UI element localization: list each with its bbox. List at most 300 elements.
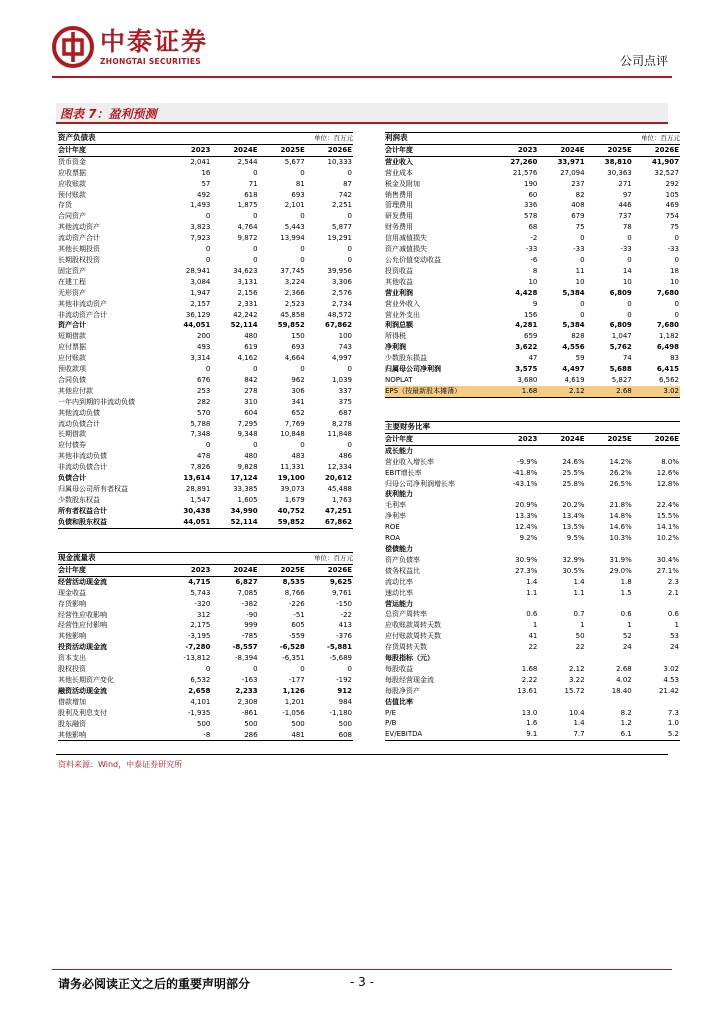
value-cell: 156 [524, 310, 538, 319]
table-row [58, 299, 353, 310]
value-cell: 9,348 [237, 430, 258, 439]
table-row [385, 653, 680, 664]
value-cell: -1,056 [282, 708, 305, 717]
row-label: 货币资金 [58, 157, 86, 166]
value-cell: 4,619 [564, 375, 585, 384]
value-cell: 500 [291, 719, 305, 728]
value-cell: 8.0% [661, 457, 679, 466]
table-row [58, 277, 353, 288]
row-label: P/E [385, 708, 397, 717]
value-cell: 5,788 [190, 419, 211, 428]
value-cell: 67,862 [306, 517, 353, 528]
value-cell: 842 [244, 375, 258, 384]
value-cell: 13.61 [517, 686, 538, 695]
row-label: 速动比率 [385, 588, 413, 597]
row-label: 销售费用 [385, 190, 413, 199]
value-cell: 13,614 [183, 474, 211, 483]
value-cell: 2,544 [237, 157, 258, 166]
value-cell: 36,129 [185, 310, 211, 319]
value-cell: -192 [336, 675, 352, 684]
section-title: 资产负债表 [58, 133, 259, 145]
table-row [58, 233, 353, 244]
value-cell: 271 [618, 179, 632, 188]
value-cell: 10 [528, 277, 538, 286]
balance-sheet-table [58, 132, 353, 529]
value-cell: 5,688 [609, 365, 632, 374]
value-cell: 5,877 [331, 223, 352, 232]
year-cell: 2023 [164, 144, 211, 156]
value-cell: -6,351 [282, 654, 305, 663]
value-cell: 24 [670, 643, 679, 652]
value-cell: 74 [622, 354, 632, 363]
value-cell: 237 [571, 179, 585, 188]
year-cell: 2025E [586, 144, 633, 156]
year-header-row [58, 144, 353, 156]
value-cell: 2,308 [237, 697, 258, 706]
value-cell: 75 [670, 223, 679, 232]
value-cell: 25.5% [562, 468, 585, 477]
value-cell: 0 [674, 234, 679, 243]
value-cell: 9 [532, 299, 538, 308]
value-cell: 0 [347, 365, 352, 374]
value-cell: 13.3% [515, 512, 538, 521]
section-header [58, 553, 353, 565]
value-cell: 97 [622, 190, 632, 199]
value-cell: 12,334 [327, 463, 352, 472]
row-label: 短期借款 [58, 332, 86, 341]
row-label: 股权投资 [58, 665, 86, 674]
value-cell: 4,101 [190, 697, 211, 706]
logo-icon [52, 26, 94, 68]
row-label: 毛利率 [385, 501, 406, 510]
value-cell: 37,745 [280, 266, 305, 275]
value-cell: 2,734 [331, 299, 352, 308]
value-cell: 3,131 [237, 277, 258, 286]
value-cell: 500 [338, 719, 352, 728]
row-label: 净利率 [385, 512, 406, 521]
value-cell: -6,528 [279, 643, 305, 652]
value-cell: 3.02 [663, 664, 679, 673]
value-cell: 1.5 [620, 588, 632, 597]
value-cell: 45,858 [280, 310, 305, 319]
value-cell: 3,224 [284, 277, 305, 286]
section-header [385, 133, 680, 145]
value-cell: 999 [244, 621, 258, 630]
value-cell: 3,306 [331, 277, 352, 286]
value-cell: 29.0% [609, 566, 632, 575]
row-label: P/B [385, 719, 397, 728]
row-label: 其他非流动资产 [58, 299, 107, 308]
value-cell: 6,562 [658, 375, 679, 384]
row-label: 估值比率 [385, 697, 413, 706]
value-cell: 10 [670, 277, 679, 286]
value-cell: 480 [244, 452, 258, 461]
table-row [385, 375, 680, 386]
value-cell: 413 [338, 621, 352, 630]
table-row [385, 277, 680, 288]
value-cell: 44,051 [164, 517, 211, 528]
header-divider [52, 76, 672, 78]
row-label: 债务权益比 [385, 566, 420, 575]
table-row [385, 718, 680, 729]
value-cell: 9.2% [519, 534, 538, 543]
value-cell: -2 [530, 234, 538, 243]
value-cell: 78 [622, 223, 632, 232]
value-cell: 5,827 [611, 375, 632, 384]
value-cell: 14.1% [656, 523, 679, 532]
row-label: 存货 [58, 201, 72, 210]
table-row [58, 484, 353, 495]
value-cell: 12.8% [656, 479, 679, 488]
value-cell: 6,809 [609, 321, 632, 330]
row-label: 信用减值损失 [385, 234, 427, 243]
value-cell: 82 [575, 190, 585, 199]
table-row [385, 489, 680, 500]
year-cell: 2026E [633, 433, 680, 445]
row-label: 非流动负债合计 [58, 463, 107, 472]
value-cell: 52,114 [230, 321, 258, 330]
row-label: 应收账款 [58, 179, 86, 188]
table-row [385, 468, 680, 479]
logo-english-name: ZHONGTAI SECURITIES [100, 56, 201, 66]
table-row [58, 288, 353, 299]
table-row [58, 397, 353, 408]
table-row [58, 386, 353, 397]
row-label: 其他流动负债 [58, 408, 100, 417]
value-cell: 1,547 [190, 495, 211, 504]
table-row [385, 168, 680, 179]
value-cell: 19,291 [327, 234, 352, 243]
value-cell: 47,251 [324, 506, 352, 515]
value-cell: 676 [197, 375, 211, 384]
table-row [58, 576, 353, 587]
value-cell: 13,994 [280, 234, 305, 243]
value-cell: 50 [575, 632, 585, 641]
value-cell: -6 [530, 255, 538, 264]
value-cell: 6,498 [656, 343, 679, 352]
value-cell: 48,572 [327, 310, 352, 319]
table-row [58, 664, 353, 675]
table-row [385, 555, 680, 566]
value-cell [586, 599, 633, 610]
table-row [58, 610, 353, 621]
table-row [385, 609, 680, 620]
table-row [385, 266, 680, 277]
value-cell: 27,260 [510, 157, 538, 166]
year-cell: 2023 [491, 433, 538, 445]
table-row [385, 686, 680, 697]
value-cell: 33,971 [557, 157, 585, 166]
section-title: 现金流量表 [58, 553, 259, 565]
value-cell: 9.1 [491, 729, 538, 740]
row-label: 少数股东权益 [58, 495, 100, 504]
value-cell: 0.7 [573, 610, 585, 619]
value-cell [491, 697, 538, 708]
value-cell: 27.1% [656, 566, 679, 575]
value-cell: 962 [291, 375, 305, 384]
row-label: 获利能力 [385, 490, 413, 499]
row-label: 其他收益 [385, 277, 413, 286]
year-header-row [385, 144, 680, 156]
value-cell: 2,233 [235, 686, 258, 695]
row-label: 预收款项 [58, 365, 86, 374]
value-cell: 1,875 [237, 201, 258, 210]
row-label: 营业收入 [385, 157, 413, 166]
value-cell: 14.2% [609, 457, 632, 466]
value-cell: 500 [244, 719, 258, 728]
value-cell: 341 [291, 397, 305, 406]
value-cell: 1 [532, 621, 538, 630]
value-cell: 25.8% [562, 479, 585, 488]
value-cell: 500 [197, 719, 211, 728]
table-row [58, 517, 353, 528]
value-cell: -559 [288, 632, 305, 641]
section-header [385, 422, 680, 434]
row-label: 营运能力 [385, 599, 413, 608]
value-cell: 0 [300, 441, 305, 450]
table-row [58, 429, 353, 440]
row-label: 存货影响 [58, 599, 86, 608]
table-row [58, 310, 353, 321]
value-cell: 1,047 [611, 332, 632, 341]
value-cell: 1,126 [282, 686, 305, 695]
row-label: 应收票据 [58, 168, 86, 177]
row-label: 非流动资产合计 [58, 310, 107, 319]
value-cell: 492 [197, 190, 211, 199]
row-label: 经营性应付影响 [58, 621, 107, 630]
year-header-row [385, 433, 680, 445]
value-cell: 7,348 [190, 430, 211, 439]
value-cell: 10 [622, 277, 632, 286]
value-cell: 4.02 [616, 675, 632, 684]
row-label: 投资收益 [385, 266, 413, 275]
value-cell: 286 [211, 730, 258, 741]
table-row [58, 375, 353, 386]
row-label: 其他流动资产 [58, 223, 100, 232]
value-cell: 9,872 [237, 234, 258, 243]
value-cell: 0 [627, 255, 632, 264]
value-cell: 10,333 [327, 157, 352, 166]
row-label: EV/EBITDA [385, 729, 491, 740]
row-label: 流动比率 [385, 577, 413, 586]
value-cell: 693 [291, 190, 305, 199]
value-cell: 1.4 [573, 719, 585, 728]
value-cell: 0 [347, 168, 352, 177]
value-cell: 4,281 [515, 321, 538, 330]
value-cell: 0.6 [620, 610, 632, 619]
value-cell: 150 [291, 332, 305, 341]
table-row [58, 408, 353, 419]
row-label: 其他非流动负债 [58, 452, 107, 461]
value-cell: 310 [244, 397, 258, 406]
table-row [58, 675, 353, 686]
value-cell: 1,605 [237, 495, 258, 504]
value-cell [491, 489, 538, 500]
logo-chinese-name: 中泰证券 [100, 26, 209, 56]
value-cell: 28,941 [185, 266, 211, 275]
table-row [385, 299, 680, 310]
table-row [58, 255, 353, 266]
value-cell: 0 [580, 310, 585, 319]
value-cell: 0 [205, 665, 211, 674]
table-row [385, 445, 680, 456]
value-cell: -1,935 [187, 708, 211, 717]
value-cell: 4,997 [331, 354, 352, 363]
year-cell: 2024E [211, 564, 258, 576]
value-cell: 200 [197, 332, 211, 341]
table-row [58, 473, 353, 484]
row-label: 研发费用 [385, 212, 413, 221]
value-cell: -51 [293, 610, 305, 619]
table-row [58, 200, 353, 211]
value-cell: 375 [338, 397, 352, 406]
table-row [385, 577, 680, 588]
year-label: 会计年度 [385, 144, 491, 156]
value-cell: 2,041 [190, 157, 211, 166]
value-cell: 2,157 [190, 299, 211, 308]
value-cell: 24 [622, 643, 632, 652]
row-label: 营业外收入 [385, 299, 420, 308]
value-cell [538, 653, 585, 664]
value-cell: 659 [524, 332, 538, 341]
value-cell: 253 [197, 386, 211, 395]
table-row [385, 544, 680, 555]
row-label: 应付票据 [58, 343, 86, 352]
value-cell: 33,385 [233, 485, 258, 493]
row-label: 其他影响 [58, 632, 86, 641]
value-cell: -9.9% [517, 457, 538, 466]
value-cell: 10 [575, 277, 585, 286]
row-label: 应付账款 [58, 354, 86, 363]
table-row [58, 686, 353, 697]
company-logo [52, 26, 208, 68]
value-cell: -226 [288, 599, 305, 608]
table-row [58, 244, 353, 255]
value-cell [633, 445, 680, 456]
row-label: 成长能力 [385, 446, 413, 455]
row-label: 每股指标（元） [385, 654, 434, 663]
value-cell: 1.4 [526, 577, 538, 586]
table-row [385, 479, 680, 490]
row-label: 应付账款周转天数 [385, 632, 441, 641]
value-cell [586, 445, 633, 456]
table-row [385, 620, 680, 631]
value-cell: 278 [244, 386, 258, 395]
document-type: 公司点评 [619, 54, 668, 68]
value-cell: 10.4 [568, 708, 585, 717]
value-cell: 754 [665, 212, 679, 221]
source-note: 资料来源：Wind，中泰证券研究所 [58, 760, 183, 769]
row-label: 其他应付款 [58, 386, 93, 395]
value-cell: 480 [244, 332, 258, 341]
value-cell: 608 [306, 730, 353, 741]
value-cell: 32,527 [654, 168, 679, 177]
value-cell: 30.4% [656, 555, 679, 564]
value-cell: 0 [580, 234, 585, 243]
value-cell: 6.1 [586, 729, 633, 740]
value-cell: 0 [674, 310, 679, 319]
value-cell: 6,827 [235, 577, 258, 586]
value-cell: 984 [338, 697, 352, 706]
value-cell: 30,363 [607, 168, 632, 177]
table-row [58, 353, 353, 364]
value-cell: -43.1% [512, 479, 538, 488]
value-cell: 570 [197, 408, 211, 417]
value-cell: 12.6% [656, 468, 679, 477]
value-cell: 1.4 [573, 577, 585, 586]
value-cell: 53 [670, 632, 679, 641]
value-cell: 605 [291, 621, 305, 630]
row-label: 股东融资 [58, 719, 86, 728]
value-cell: 26.2% [609, 468, 632, 477]
value-cell: 5,743 [190, 588, 211, 597]
year-cell: 2023 [164, 564, 211, 576]
table-row [385, 675, 680, 686]
value-cell: 0 [627, 299, 632, 308]
table-row [385, 386, 680, 397]
value-cell [586, 544, 633, 555]
value-cell: -33 [573, 245, 585, 254]
value-cell: 1.6 [526, 719, 538, 728]
value-cell: 5,443 [284, 223, 305, 232]
value-cell: 5.2 [633, 729, 680, 740]
table-row [58, 506, 353, 517]
row-label: 所有者权益合计 [58, 506, 107, 515]
row-label: 在建工程 [58, 277, 86, 286]
value-cell: -861 [241, 708, 258, 717]
value-cell [538, 544, 585, 555]
value-cell: 0 [205, 212, 211, 221]
year-cell: 2024E [211, 144, 258, 156]
row-label: EPS（按最新股本摊薄） [385, 386, 491, 397]
units-label: 单位：百万元 [259, 553, 353, 565]
value-cell: -33 [525, 245, 538, 254]
table-row [385, 500, 680, 511]
row-label: ROA [385, 534, 401, 543]
row-label: 其他影响 [58, 730, 164, 741]
value-cell: 0.6 [526, 610, 538, 619]
table-row [58, 320, 353, 331]
value-cell: 0 [300, 665, 305, 674]
value-cell: 652 [291, 408, 305, 417]
table-row [58, 419, 353, 430]
row-label: NOPLAT [385, 375, 413, 384]
value-cell: 0 [205, 365, 211, 374]
table-row [385, 244, 680, 255]
row-label: 无形资产 [58, 288, 86, 297]
value-cell: 87 [343, 179, 352, 188]
value-cell [538, 489, 585, 500]
value-cell: 9,828 [237, 463, 258, 472]
value-cell: 59 [575, 354, 585, 363]
footer-disclaimer: 请务必阅读正文之后的重要声明部分 [58, 977, 251, 991]
value-cell: 7,680 [656, 288, 679, 297]
year-header-row [58, 564, 353, 576]
table-row [58, 364, 353, 375]
value-cell: 2,366 [284, 288, 305, 297]
value-cell: 39,956 [327, 266, 352, 275]
value-cell: -41.8% [512, 468, 538, 477]
table-row [385, 522, 680, 533]
value-cell: 483 [291, 452, 305, 461]
value-cell: 2.68 [616, 664, 632, 673]
year-cell: 2024E [538, 144, 585, 156]
value-cell: 7.7 [538, 729, 585, 740]
value-cell: 312 [197, 610, 211, 619]
row-label: 流动负债合计 [58, 419, 100, 428]
row-label: 财务费用 [385, 223, 413, 232]
row-label: 合同负债 [58, 375, 86, 384]
